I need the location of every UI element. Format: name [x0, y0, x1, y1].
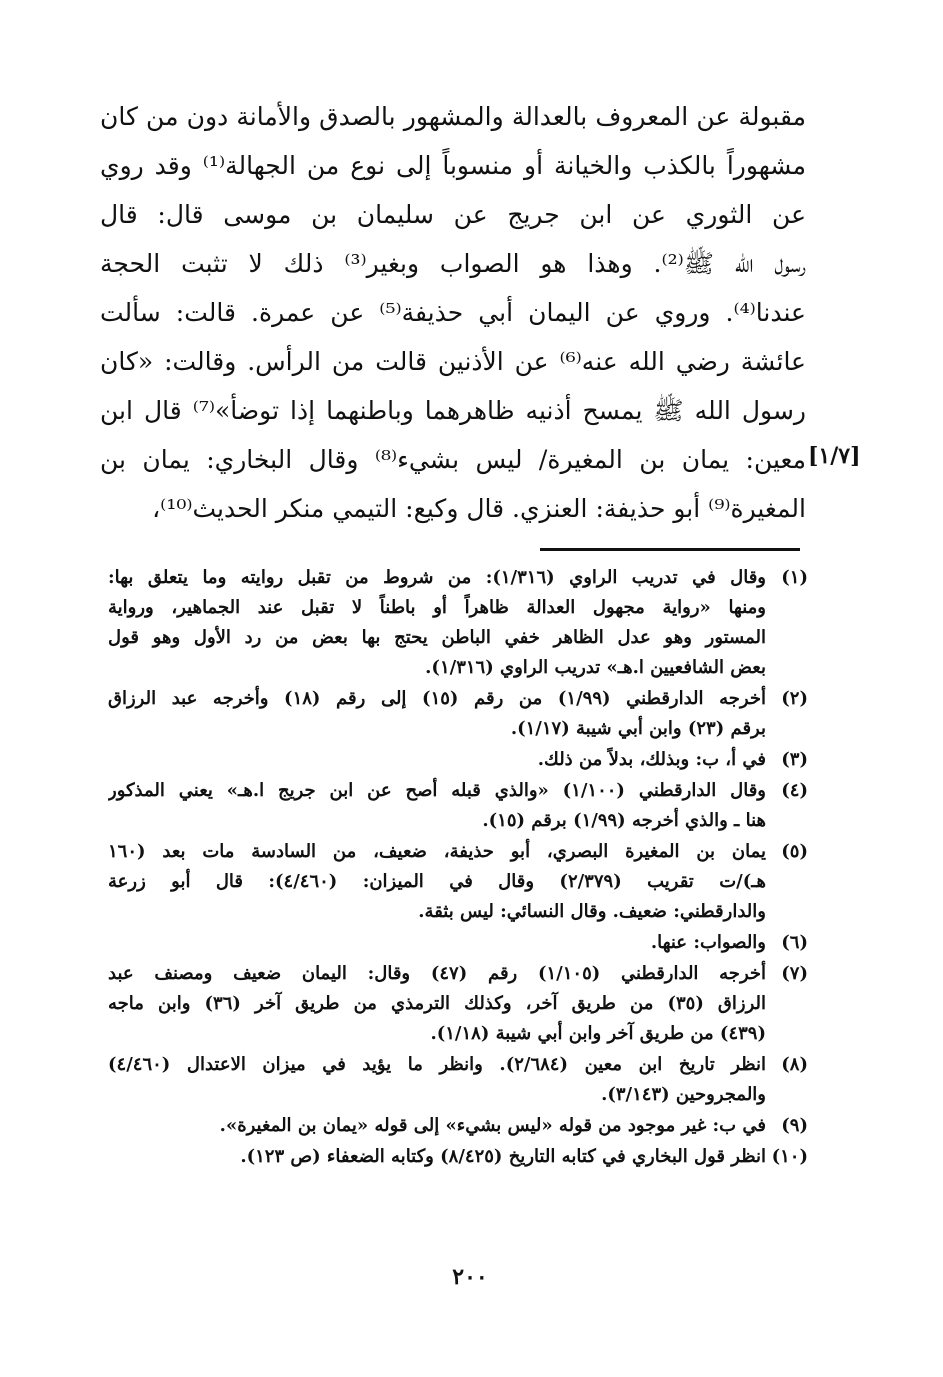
footnote-body [108, 837, 766, 927]
footnote [108, 837, 808, 927]
footnote-number: (٤) [781, 780, 808, 801]
footnote-separator [540, 548, 800, 551]
footnote-number: (١٠) [771, 1146, 808, 1167]
footnote-line: يمان بن المغيرة البصري، أبو حذيفة، ضعيف، من السادسة مات بعد (١٦٠ [108, 841, 766, 862]
footnote-line: والصواب: عنها. [650, 932, 766, 953]
footnote-line: بعض الشافعيين ا.هـ» تدريب الراوي (١/٣١٦). [425, 657, 766, 678]
footnote [108, 1050, 808, 1110]
main-text-line: رسول الله ﷺ يمسح أذنيه ظاهرهما وباطنهما إذا توضأ»⁽⁷⁾ قال ابن [100, 396, 806, 425]
footnote-body [108, 684, 766, 744]
footnote [108, 959, 808, 1049]
footnote [108, 745, 808, 775]
footnote-line: (٤٣٩) من طريق آخر وابن أبي شيبة (١/١٨). [430, 1023, 766, 1044]
main-text-line: معين: يمان بن المغيرة/ ليس بشيء⁽⁸⁾ وقال البخاري: يمان بن [100, 445, 806, 474]
footnote-body [108, 928, 766, 958]
footnote-body [108, 1111, 766, 1141]
footnote-line: أخرجه الدارقطني (١/١٠٥) رقم (٤٧) وقال: اليمان ضعيف ومصنف عبد [108, 963, 766, 984]
footnote-line: وقال في تدريب الراوي (١/٣١٦): من شروط من تقبل روايته وما يتعلق بها: [108, 567, 766, 588]
footnote-line: المستور وهو عدل الظاهر خفي الباطن يحتج بها بعض من رد الأول وهو قول [108, 627, 766, 648]
footnote-line: انظر تاريخ ابن معين (٢/٦٨٤). وانظر ما يؤيد في ميزان الاعتدال (٤/٤٦٠) [108, 1054, 766, 1075]
main-text-line: عائشة رضي الله عنه⁽⁶⁾ عن الأذنين قالت من الرأس. وقالت: «كان [100, 347, 806, 376]
footnote-line: في أ، ب: وبذلك، بدلاً من ذلك. [537, 749, 766, 770]
footnotes [108, 563, 808, 1173]
footnote-line: هـ)/ت تقريب (٢/٣٧٩) وقال في الميزان: (٤/٤٦٠): قال أبو زرعة [108, 871, 766, 892]
footnote-line: وقال الدارقطني (١/١٠٠) «والذي قبله أصح عن ابن جريج ا.هـ» يعني المذكور [108, 780, 766, 801]
footnote-body [108, 563, 766, 683]
footnote-number: (١) [781, 567, 808, 588]
footnote-number: (٩) [781, 1115, 808, 1136]
footnote-line: في ب: غير موجود من قوله «ليس بشيء» إلى قوله «يمان بن المغيرة». [219, 1115, 766, 1136]
main-text-line: عندنا⁽⁴⁾. وروي عن اليمان أبي حذيفة⁽⁵⁾ عن عمرة. قالت: سألت [100, 298, 806, 327]
footnote-number: (٨) [781, 1054, 808, 1075]
main-text-line: مقبولة عن المعروف بالعدالة والمشهور بالصدق والأمانة دون من كان [100, 102, 806, 131]
footnote-number: (٢) [781, 688, 808, 709]
footnote-line: ومنها «رواية مجهول العدالة ظاهراً أو باطناً لا تقبل عند الجماهير، ورواية [108, 597, 766, 618]
footnote-line: الرزاق (٣٥) من طريق آخر، وكذلك الترمذي من طريق آخر (٣٦) وابن ماجه [108, 993, 766, 1014]
main-text-line: عن الثوري عن ابن جريج عن سليمان بن موسى قال: قال [100, 200, 806, 229]
footnote-number: (٦) [781, 932, 808, 953]
manuscript-folio-ref: [١/٧] [808, 443, 861, 469]
footnote-number: (٥) [781, 841, 808, 862]
footnote-body [108, 776, 766, 836]
footnote [108, 1142, 808, 1172]
main-text [100, 92, 806, 533]
main-text-line: مشهوراً بالكذب والخيانة أو منسوباً إلى نوع من الجهالة⁽¹⁾ وقد روي [100, 151, 806, 180]
footnote-body [108, 745, 766, 775]
footnote [108, 1111, 808, 1141]
footnote-line: برقم (٢٣) وابن أبي شيبة (١/١٧). [510, 718, 766, 739]
footnote-line: هنا ـ والذي أخرجه (١/٩٩) برقم (١٥). [482, 810, 766, 831]
footnote [108, 563, 808, 683]
main-text-line: رسول الله ﷺ⁽²⁾. وهذا هو الصواب وبغير⁽³⁾ ذلك لا تثبت الحجة [100, 249, 806, 278]
page-number: ٢٠٠ [452, 1264, 488, 1290]
footnote-number: (٣) [781, 749, 808, 770]
footnote [108, 928, 808, 958]
footnote-body [108, 1050, 766, 1110]
footnote-line: والمجروحين (٣/١٤٣). [601, 1084, 766, 1105]
footnote-line: أخرجه الدارقطني (١/٩٩) من رقم (١٥) إلى رقم (١٨) وأخرجه عبد الرزاق [108, 688, 766, 709]
footnote [108, 776, 808, 836]
footnote-number: (٧) [781, 963, 808, 984]
footnote-body [108, 959, 766, 1049]
footnote [108, 684, 808, 744]
footnote-line: انظر قول البخاري في كتابه التاريخ (٨/٤٢٥) وكتابه الضعفاء (ص ١٢٣). [240, 1146, 766, 1167]
footnote-body [108, 1142, 766, 1172]
footnote-line: والدارقطني: ضعيف. وقال النسائي: ليس بثقة. [418, 901, 766, 922]
main-text-line: المغيرة⁽⁹⁾ أبو حذيفة: العنزي. قال وكيع: التيمي منكر الحديث⁽¹⁰⁾، [152, 494, 806, 523]
